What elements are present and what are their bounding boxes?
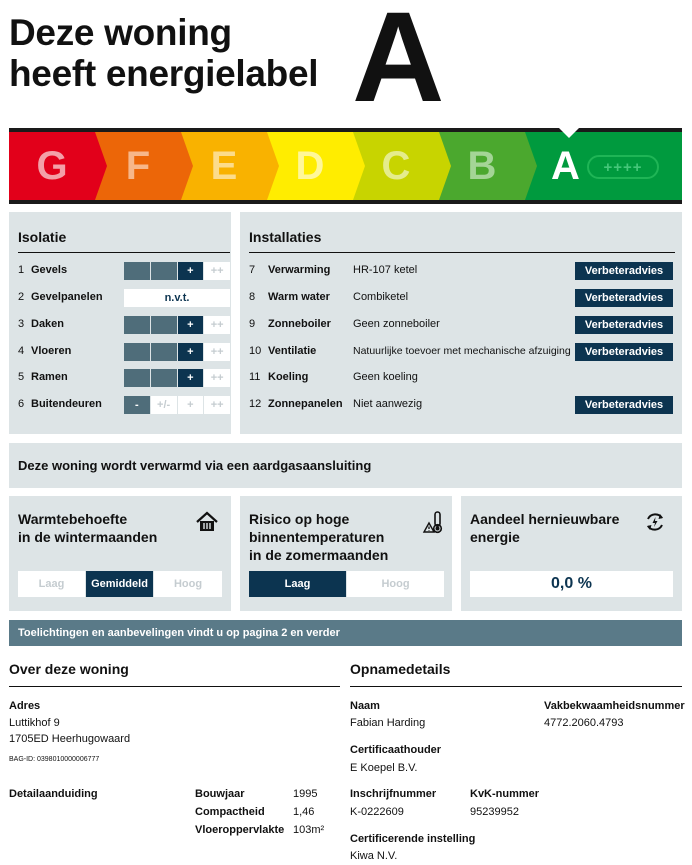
isolatie-row-gevelpanelen: [18, 289, 230, 307]
title-line: energie: [470, 529, 520, 545]
installatie-row-zonnepanelen: [249, 396, 675, 414]
isolatie-title: Isolatie: [18, 229, 67, 245]
option-hoog: Hoog: [347, 571, 444, 597]
scale-label-d: D: [295, 143, 325, 188]
hernieuwbare-energie-panel: [461, 496, 682, 611]
adres-line-2: 1705ED Heerhugowaard: [9, 733, 131, 745]
isolatie-row-buitendeuren: [18, 396, 230, 414]
rating-bar: +: [178, 396, 204, 414]
scale-label-b: B: [467, 143, 497, 188]
row-value: Niet aanwezig: [353, 398, 423, 410]
risico-scale: [249, 571, 444, 597]
rating-bar: ++: [204, 343, 230, 361]
rating-bar-selected: +: [178, 369, 204, 387]
rating-bar: [151, 262, 177, 280]
kvk-value: 95239952: [470, 806, 519, 818]
warmtebehoefte-panel: [9, 496, 231, 611]
rating-bar: [151, 316, 177, 334]
renewable-share-value: 0,0 %: [470, 571, 673, 597]
title-line-2: heeft energielabel: [9, 53, 319, 94]
vloeroppervlakte-label: Vloeroppervlakte: [195, 824, 285, 836]
opname-section-divider: [350, 686, 682, 687]
hernieuwbaar-title: [470, 510, 619, 546]
row-value: Combiketel: [353, 291, 409, 303]
scale-label-f: F: [125, 143, 151, 188]
thermometer-warning-icon: [422, 510, 446, 534]
title-line: in de wintermaanden: [18, 529, 158, 545]
inschrijfnummer-label: Inschrijfnummer: [350, 788, 437, 800]
vakbekwaamheid-value: 4772.2060.4793: [544, 717, 624, 729]
title-line: Risico op hoge: [249, 511, 350, 527]
row-number: 11: [249, 371, 261, 383]
woning-section-title: Over deze woning: [9, 661, 129, 677]
isolatie-row-daken: [18, 316, 230, 334]
inschrijfnummer-value: K-0222609: [350, 806, 404, 818]
plus-rating-pill: ++++: [587, 155, 659, 179]
row-number: 12: [249, 398, 262, 410]
scale-label-a: A: [551, 143, 580, 188]
rating-bar-selected: -: [124, 396, 150, 414]
certificerende-instelling-label: Certificerende instelling: [350, 833, 476, 845]
installatie-row-ventilatie: [249, 343, 675, 361]
row-name: Zonneboiler: [268, 318, 331, 330]
rating-bar-selected: +: [178, 343, 204, 361]
row-number: 3: [18, 318, 25, 330]
adres-line-1: Luttikhof 9: [9, 717, 60, 729]
row-name: Vloeren: [31, 345, 72, 357]
warmtebehoefte-scale: [18, 571, 222, 597]
row-name: Warm water: [268, 291, 330, 303]
rating-bars: [124, 343, 230, 361]
installatie-row-koeling: [249, 369, 675, 387]
option-laag: Laag: [18, 571, 85, 597]
title-line: Aandeel hernieuwbare: [470, 511, 620, 527]
renewable-cycle-icon: [643, 510, 667, 534]
row-number: 1: [18, 264, 25, 276]
scale-segment-d: [267, 132, 353, 200]
option-gemiddeld-selected: Gemiddeld: [86, 571, 153, 597]
scale-label-g: G: [36, 143, 68, 188]
title-line: Warmtebehoefte: [18, 511, 128, 527]
adres-label: Adres: [9, 700, 41, 712]
verbeteradvies-button[interactable]: Verbeteradvies: [575, 289, 673, 307]
verbeteradvies-button[interactable]: Verbeteradvies: [575, 343, 673, 361]
row-number: 5: [18, 371, 25, 383]
row-name: Zonnepanelen: [268, 398, 343, 410]
installaties-title: Installaties: [249, 229, 322, 245]
rating-bar: [124, 343, 150, 361]
rating-bar: +/-: [151, 396, 177, 414]
rating-bar: ++: [204, 316, 230, 334]
isolatie-panel: [9, 212, 231, 434]
row-name: Gevels: [31, 264, 68, 276]
row-name: Daken: [31, 318, 65, 330]
row-name: Verwarming: [268, 264, 331, 276]
title-line-1: Deze woning: [9, 12, 232, 53]
explanation-banner: Toelichtingen en aanbevelingen vindt u op pagina 2 en verder: [9, 620, 682, 646]
row-name: Koeling: [268, 371, 309, 383]
row-number: 8: [249, 291, 256, 303]
rating-bar: [124, 262, 150, 280]
option-hoog: Hoog: [154, 571, 222, 597]
kvk-label: KvK-nummer: [470, 788, 540, 800]
house-heat-icon: [195, 510, 219, 534]
scale-segment-g: [9, 132, 95, 200]
bouwjaar-value: 1995: [293, 788, 318, 800]
title-line: binnentemperaturen: [249, 529, 385, 545]
energy-scale: [9, 128, 682, 204]
isolatie-divider: [18, 252, 230, 253]
title-line: in de zomermaanden: [249, 547, 389, 563]
row-number: 10: [249, 345, 262, 357]
scale-label-e: E: [210, 143, 238, 188]
scale-segment-b: [439, 132, 525, 200]
scale-label-c: C: [381, 143, 411, 188]
warmtebehoefte-title: [18, 510, 157, 546]
energy-label-letter: A: [352, 0, 445, 129]
rating-bar: ++: [204, 396, 230, 414]
rating-bar: [151, 343, 177, 361]
rating-bars: [124, 396, 230, 414]
rating-bar: ++: [204, 262, 230, 280]
bag-id: BAG-ID: 0398010000006777: [9, 756, 100, 763]
installaties-divider: [249, 252, 675, 253]
rating-bar-selected: +: [178, 262, 204, 280]
installatie-row-warm-water: [249, 289, 675, 307]
vakbekwaamheid-label: Vakbekwaamheidsnummer: [544, 700, 685, 712]
scale-segment-a: [525, 132, 682, 200]
installatie-row-verwarming: [249, 262, 675, 280]
rating-bars: [124, 369, 230, 387]
rating-bars: [124, 289, 230, 307]
opname-section-title: Opnamedetails: [350, 661, 451, 677]
row-number: 6: [18, 398, 25, 410]
compactheid-value: 1,46: [293, 806, 315, 818]
gas-connection-text: Deze woning wordt verwarmd via een aardgasaansluiting: [18, 458, 372, 473]
option-laag-selected: Laag: [249, 571, 346, 597]
isolatie-row-gevels: [18, 262, 230, 280]
woning-section-divider: [9, 686, 340, 687]
rating-bar: ++: [204, 369, 230, 387]
row-value: Geen zonneboiler: [353, 318, 440, 330]
naam-value: Fabian Harding: [350, 717, 426, 729]
rating-bar: [124, 316, 150, 334]
rating-bar-selected: +: [178, 316, 204, 334]
certificaathouder-label: Certificaathouder: [350, 744, 442, 756]
gas-connection-panel: [9, 443, 682, 488]
row-number: 9: [249, 318, 256, 330]
isolatie-row-ramen: [18, 369, 230, 387]
detailaanduiding-label: Detailaanduiding: [9, 788, 98, 800]
row-number: 2: [18, 291, 25, 303]
page-title: [9, 12, 318, 94]
scale-segment-f: [95, 132, 181, 200]
rating-bar: [151, 369, 177, 387]
compactheid-label: Compactheid: [195, 806, 265, 818]
isolatie-row-vloeren: [18, 343, 230, 361]
row-number: 7: [249, 264, 256, 276]
verbeteradvies-button[interactable]: Verbeteradvies: [575, 262, 673, 280]
row-number: 4: [18, 345, 25, 357]
rating-bar: [124, 369, 150, 387]
bouwjaar-label: Bouwjaar: [195, 788, 245, 800]
rating-bars: [124, 316, 230, 334]
row-name: Ventilatie: [268, 345, 317, 357]
rating-bars: [124, 262, 230, 280]
verbeteradvies-button[interactable]: Verbeteradvies: [575, 396, 673, 414]
verbeteradvies-button[interactable]: Verbeteradvies: [575, 316, 673, 334]
row-name: Buitendeuren: [31, 398, 102, 410]
certificerende-instelling-value: Kiwa N.V.: [350, 850, 398, 862]
installatie-row-zonneboiler: [249, 316, 675, 334]
risico-title: [249, 510, 388, 564]
row-value: HR-107 ketel: [353, 264, 418, 276]
risico-panel: [240, 496, 452, 611]
certificaathouder-value: E Koepel B.V.: [350, 762, 418, 774]
current-label-pointer-icon: [559, 128, 579, 138]
vloeroppervlakte-value: 103m²: [293, 824, 325, 836]
not-applicable-value: n.v.t.: [124, 289, 230, 307]
row-value: Natuurlijke toevoer met mechanische afzuiging: [353, 345, 571, 357]
row-name: Gevelpanelen: [31, 291, 103, 303]
scale-segment-c: [353, 132, 439, 200]
row-name: Ramen: [31, 371, 68, 383]
scale-segment-e: [181, 132, 267, 200]
naam-label: Naam: [350, 700, 380, 712]
installaties-panel: [240, 212, 682, 434]
row-value: Geen koeling: [353, 371, 418, 383]
